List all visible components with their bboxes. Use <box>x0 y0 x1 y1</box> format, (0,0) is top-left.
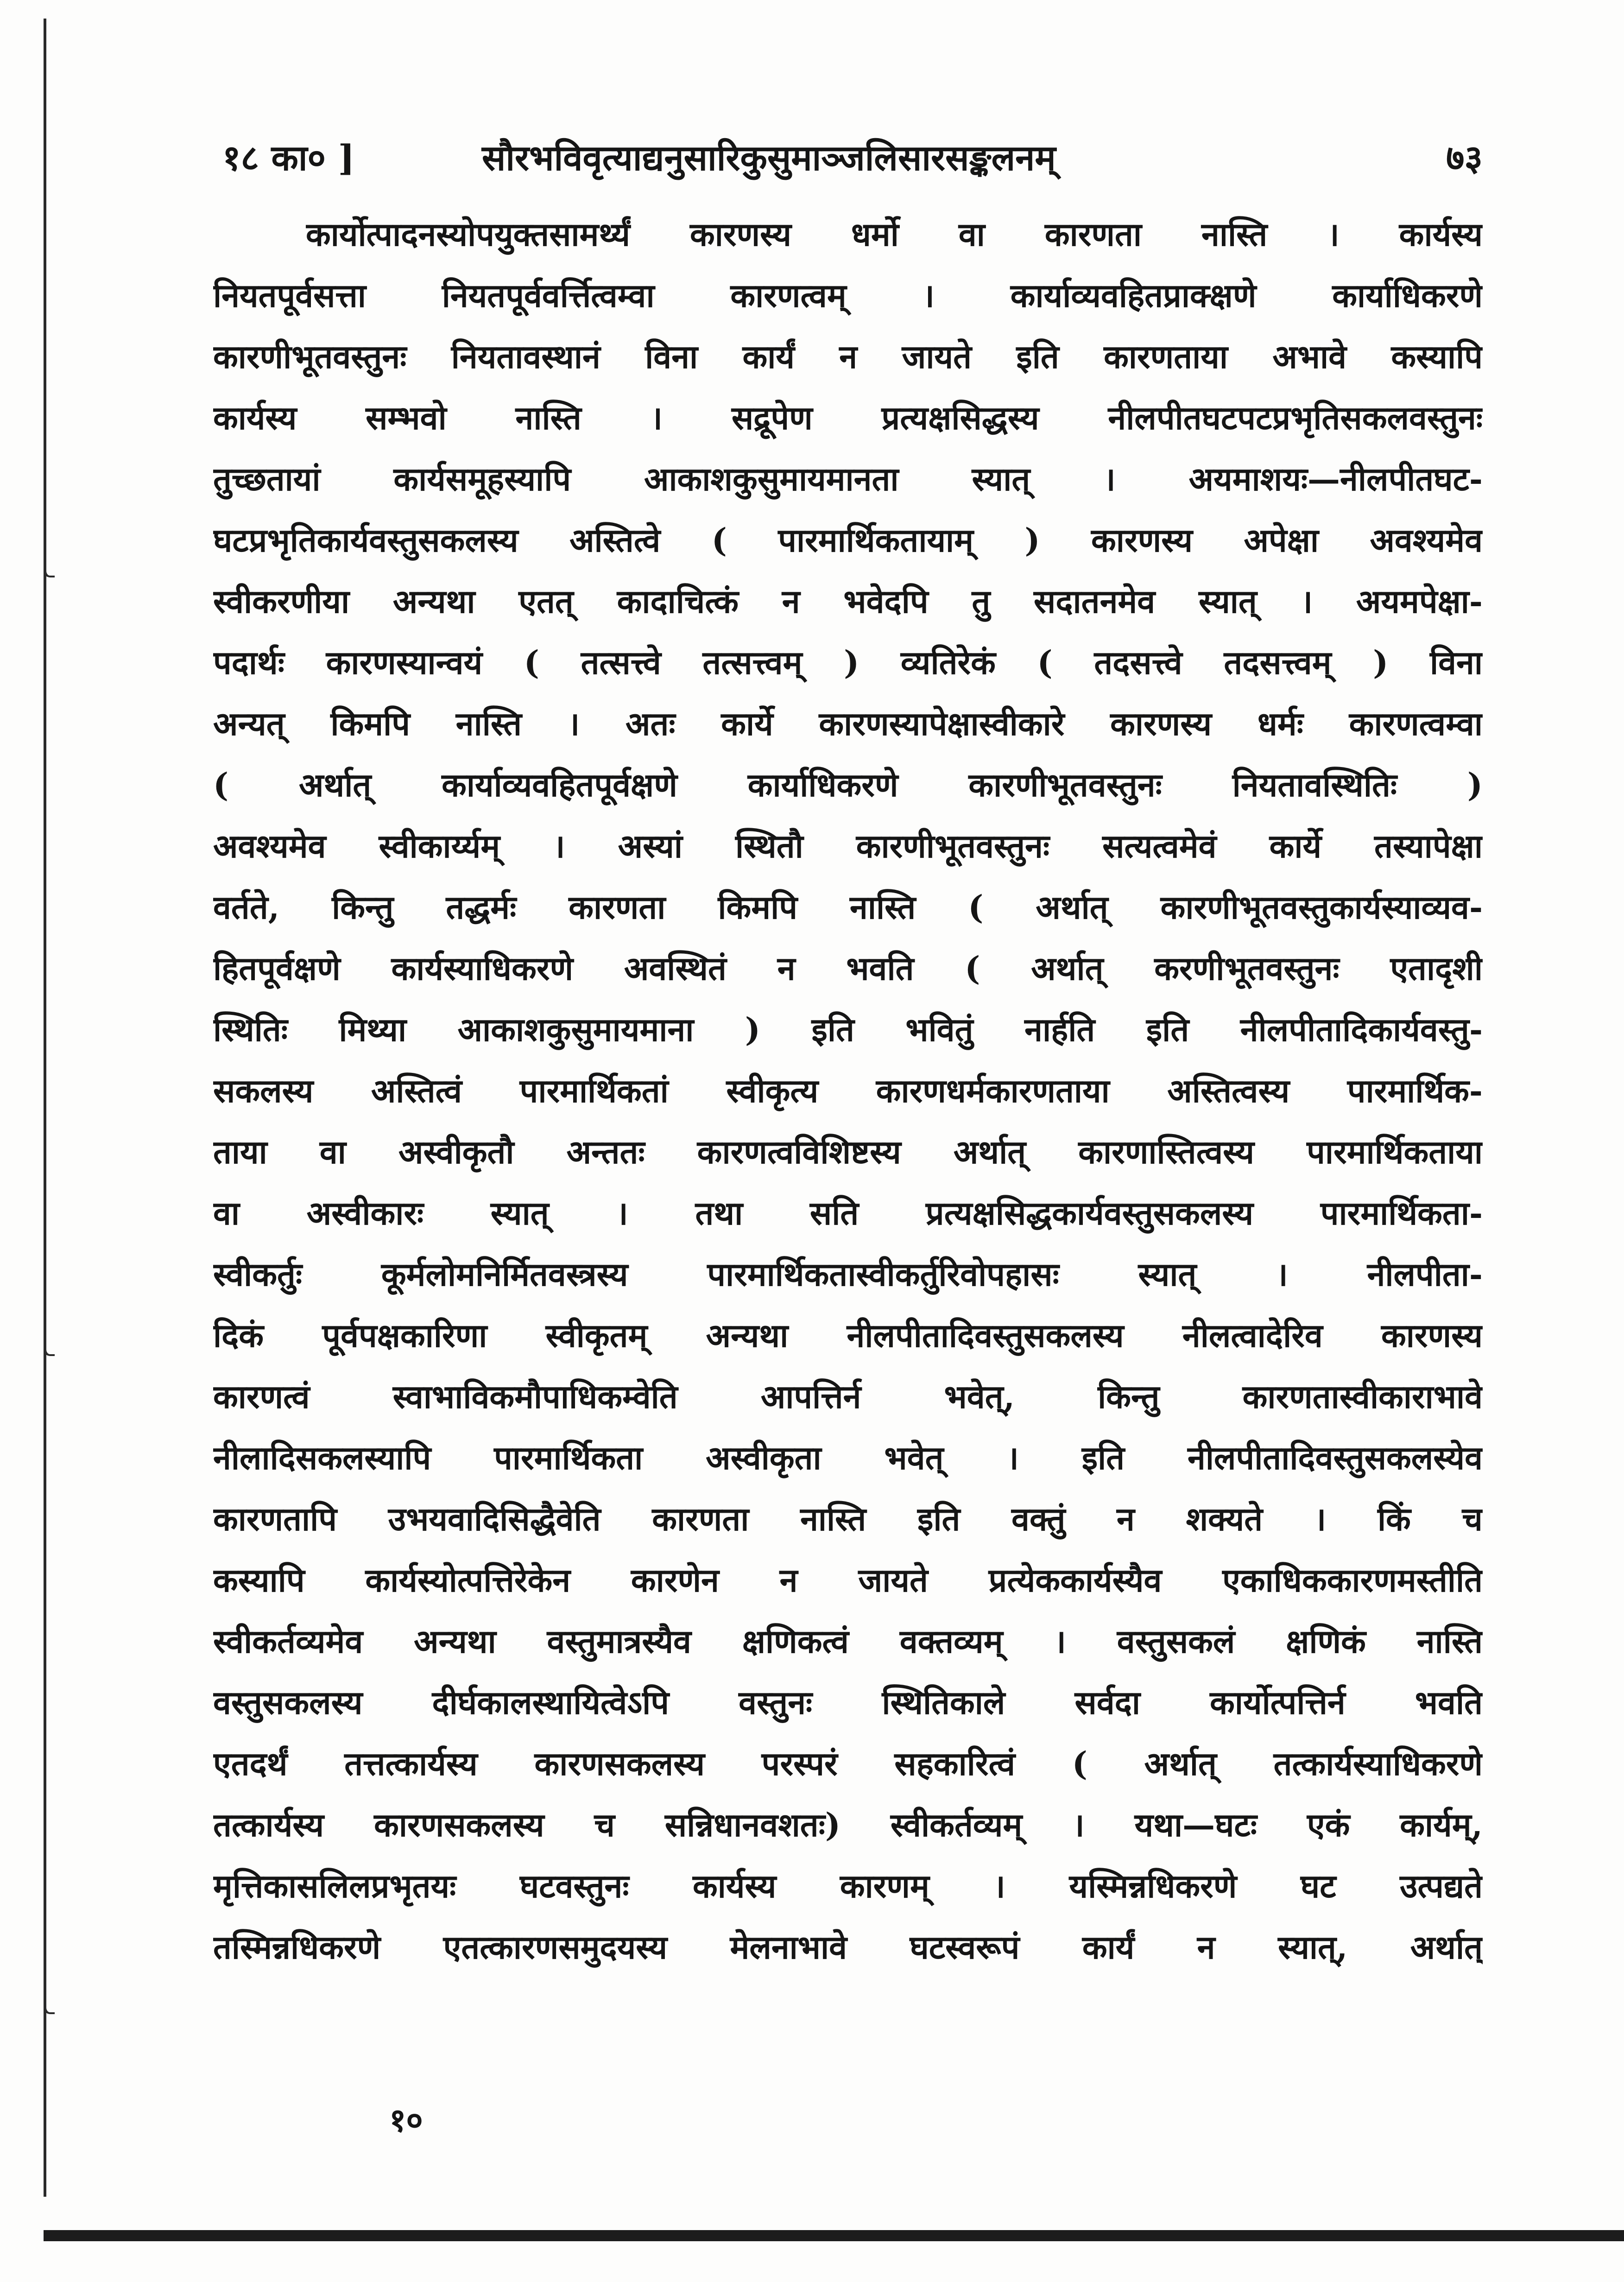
text-line: हितपूर्वक्षणे कार्यस्याधिकरणे अवस्थितं न भवति ( अर्थात् करणीभूतवस्तुनः एतादृशी <box>213 949 1483 988</box>
text-line: पदार्थः कारणस्यान्वयं ( तत्सत्त्वे तत्सत्त्वम् ) व्यतिरेकं ( तदसत्त्वे तदसत्त्वम् ) विना <box>213 643 1483 682</box>
text-line: वस्तुसकलस्य दीर्घकालस्थायित्वेऽपि वस्तुनः स्थितिकाले सर्वदा कार्योत्पत्तिर्न भवति <box>213 1683 1483 1722</box>
text-line: कारणीभूतवस्तुनः नियतावस्थानं विना कार्यं न जायते इति कारणताया अभावे कस्यापि <box>213 337 1483 376</box>
text-line: अन्यत् किमपि नास्ति । अतः कार्ये कारणस्यापेक्षास्वीकारे कारणस्य धर्मः कारणत्वम्वा <box>213 704 1483 743</box>
text-line: वा अस्वीकारः स्यात् । तथा सति प्रत्यक्षसिद्धकार्यवस्तुसकलस्य पारमार्थिकता- <box>213 1194 1483 1232</box>
text-line: दिकं पूर्वपक्षकारिणा स्वीकृतम् अन्यथा नीलपीतादिवस्तुसकलस्य नीलत्वादेरिव कारणस्य <box>213 1316 1483 1355</box>
text-line: कारणतापि उभयवादिसिद्धैवेति कारणता नास्ति इति वक्तुं न शक्यते । किं च <box>213 1500 1483 1538</box>
page-number: ७३ <box>1446 137 1483 178</box>
text-line: वर्तते, किन्तु तद्धर्मः कारणता किमपि नास्ति ( अर्थात् कारणीभूतवस्तुकार्यस्याव्यव- <box>213 888 1483 926</box>
text-line: स्वीकर्तुः कूर्मलोमनिर्मितवस्त्रस्य पारमार्थिकतास्वीकर्तुरिवोपहासः स्यात् । नीलपीता- <box>213 1255 1483 1293</box>
text-line: तत्कार्यस्य कारणसकलस्य च सन्निधानवशतः) स्वीकर्तव्यम् । यथा—घटः एकं कार्यम्, <box>213 1806 1483 1844</box>
binding-tick-mark <box>44 2002 55 2014</box>
text-line: घटप्रभृतिकार्यवस्तुसकलस्य अस्तित्वे ( पारमार्थिकतायाम् ) कारणस्य अपेक्षा अवश्यमेव <box>213 521 1483 559</box>
text-line: नीलादिसकलस्यापि पारमार्थिकता अस्वीकृता भवेत् । इति नीलपीतादिवस्तुसकलस्येव <box>213 1439 1483 1477</box>
binding-edge <box>44 19 46 2197</box>
bottom-binding-rule <box>44 2230 1624 2241</box>
text-line: ( अर्थात् कार्याव्यवहितपूर्वक्षणे कार्याधिकरणे कारणीभूतवस्तुनः नियतावस्थितिः ) <box>213 766 1483 804</box>
text-line: अवश्यमेव स्वीकार्य्यम् । अस्यां स्थितौ कारणीभूतवस्तुनः सत्यत्वमेवं कार्ये तस्यापेक्षा <box>213 827 1483 865</box>
running-title: सौरभविवृत्याद्यनुसारिकुसुमाञ्जलिसारसङ्कलनम् <box>482 137 1056 178</box>
text-line: कस्यापि कार्यस्योत्पत्तिरेकेन कारणेन न जायते प्रत्येककार्यस्यैव एकाधिककारणमस्तीति <box>213 1561 1483 1599</box>
text-line: स्थितिः मिथ्या आकाशकुसुमायमाना ) इति भवितुं नार्हति इति नीलपीतादिकार्यवस्तु- <box>213 1010 1483 1049</box>
text-line: स्वीकरणीया अन्यथा एतत् कादाचित्कं न भवेदपि तु सदातनमेव स्यात् । अयमपेक्षा- <box>213 582 1483 621</box>
page-header <box>222 120 1483 185</box>
binding-tick-mark <box>44 1344 55 1356</box>
text-line: नियतपूर्वसत्ता नियतपूर्ववर्त्तित्वम्वा कारणत्वम् । कार्याव्यवहितप्राक्क्षणे कार्याधिकरणे <box>213 276 1483 315</box>
text-line: ताया वा अस्वीकृतौ अन्ततः कारणत्वविशिष्टस्य अर्थात् कारणास्तित्वस्य पारमार्थिकताया <box>213 1133 1483 1171</box>
text-line: मृत्तिकासलिलप्रभृतयः घटवस्तुनः कार्यस्य कारणम् । यस्मिन्नधिकरणे घट उत्पद्यते <box>213 1867 1483 1905</box>
signature-mark: १० <box>389 2101 423 2139</box>
binding-tick-mark <box>44 565 55 577</box>
text-line: कार्यस्य सम्भवो नास्ति । सद्रूपेण प्रत्यक्षसिद्धस्य नीलपीतघटपटप्रभृतिसकलवस्तुनः <box>213 399 1483 437</box>
text-line: कारणत्वं स्वाभाविकमौपाधिकम्वेति आपत्तिर्न भवेत्, किन्तु कारणतास्वीकाराभावे <box>213 1377 1483 1416</box>
text-line: सकलस्य अस्तित्वं पारमार्थिकतां स्वीकृत्य कारणधर्मकारणताया अस्तित्वस्य पारमार्थिक- <box>213 1071 1483 1110</box>
text-line: तस्मिन्नधिकरणे एतत्कारणसमुदयस्य मेलनाभावे घटस्वरूपं कार्यं न स्यात्, अर्थात् <box>213 1928 1483 1966</box>
chapter-folio: १८ का० ] <box>222 137 355 178</box>
text-line: एतदर्थं तत्तत्कार्यस्य कारणसकलस्य परस्परं सहकारित्वं ( अर्थात् तत्कार्यस्याधिकरणे <box>213 1744 1483 1783</box>
text-line: तुच्छतायां कार्यसमूहस्यापि आकाशकुसुमायमानता स्यात् । अयमाशयः—नीलपीतघट- <box>213 460 1483 498</box>
main-text-block <box>213 204 1483 2058</box>
text-line: स्वीकर्तव्यमेव अन्यथा वस्तुमात्रस्यैव क्षणिकत्वं वक्तव्यम् । वस्तुसकलं क्षणिकं नास्ति <box>213 1622 1483 1661</box>
text-line: कार्योत्पादनस्योपयुक्तसामर्थ्यं कारणस्य धर्मो वा कारणता नास्ति । कार्यस्य <box>306 215 1483 254</box>
